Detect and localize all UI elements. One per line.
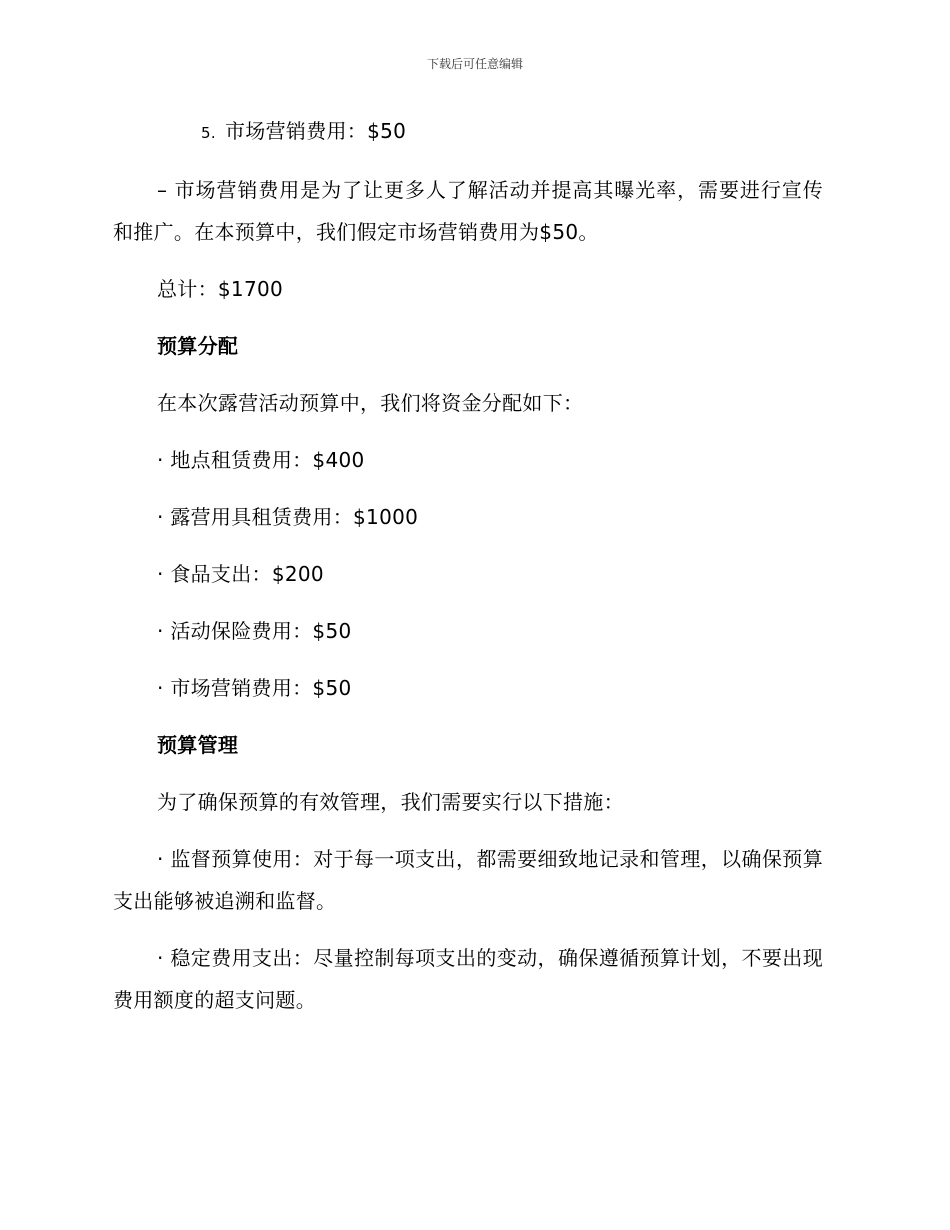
- allocation-intro: 在本次露营活动预算中，我们将资金分配如下：: [157, 391, 584, 415]
- document-body: [113, 110, 823, 1036]
- allocation-item: · 食品支出：$200: [157, 562, 324, 586]
- item-number: 5.: [201, 124, 216, 142]
- section-heading-allocation: 预算分配: [157, 334, 239, 358]
- section-heading-management: 预算管理: [157, 733, 239, 757]
- numbered-item: [113, 110, 823, 154]
- allocation-item: · 露营用具租赁费用：$1000: [157, 505, 419, 529]
- item-text: 市场营销费用：$50: [225, 119, 407, 143]
- total-line: 总计：$1700: [157, 277, 284, 301]
- header-note: 下载后可任意编辑: [426, 57, 523, 71]
- allocation-item: · 活动保险费用：$50: [157, 619, 352, 643]
- item-description: – 市场营销费用是为了让更多人了解活动并提高其曝光率，需要进行宣传和推广。在本预算中，我们假定市场营销费用为$50。: [113, 178, 823, 244]
- management-item: · 稳定费用支出：尽量控制每项支出的变动，确保遵循预算计划，不要出现费用额度的超支问题。: [113, 946, 823, 1012]
- management-item: · 监督预算使用：对于每一项支出，都需要细致地记录和管理，以确保预算支出能够被追溯和监督。: [113, 847, 823, 913]
- management-intro: 为了确保预算的有效管理，我们需要实行以下措施：: [157, 790, 624, 814]
- allocation-item: · 市场营销费用：$50: [157, 676, 352, 700]
- allocation-item: · 地点租赁费用：$400: [157, 448, 365, 472]
